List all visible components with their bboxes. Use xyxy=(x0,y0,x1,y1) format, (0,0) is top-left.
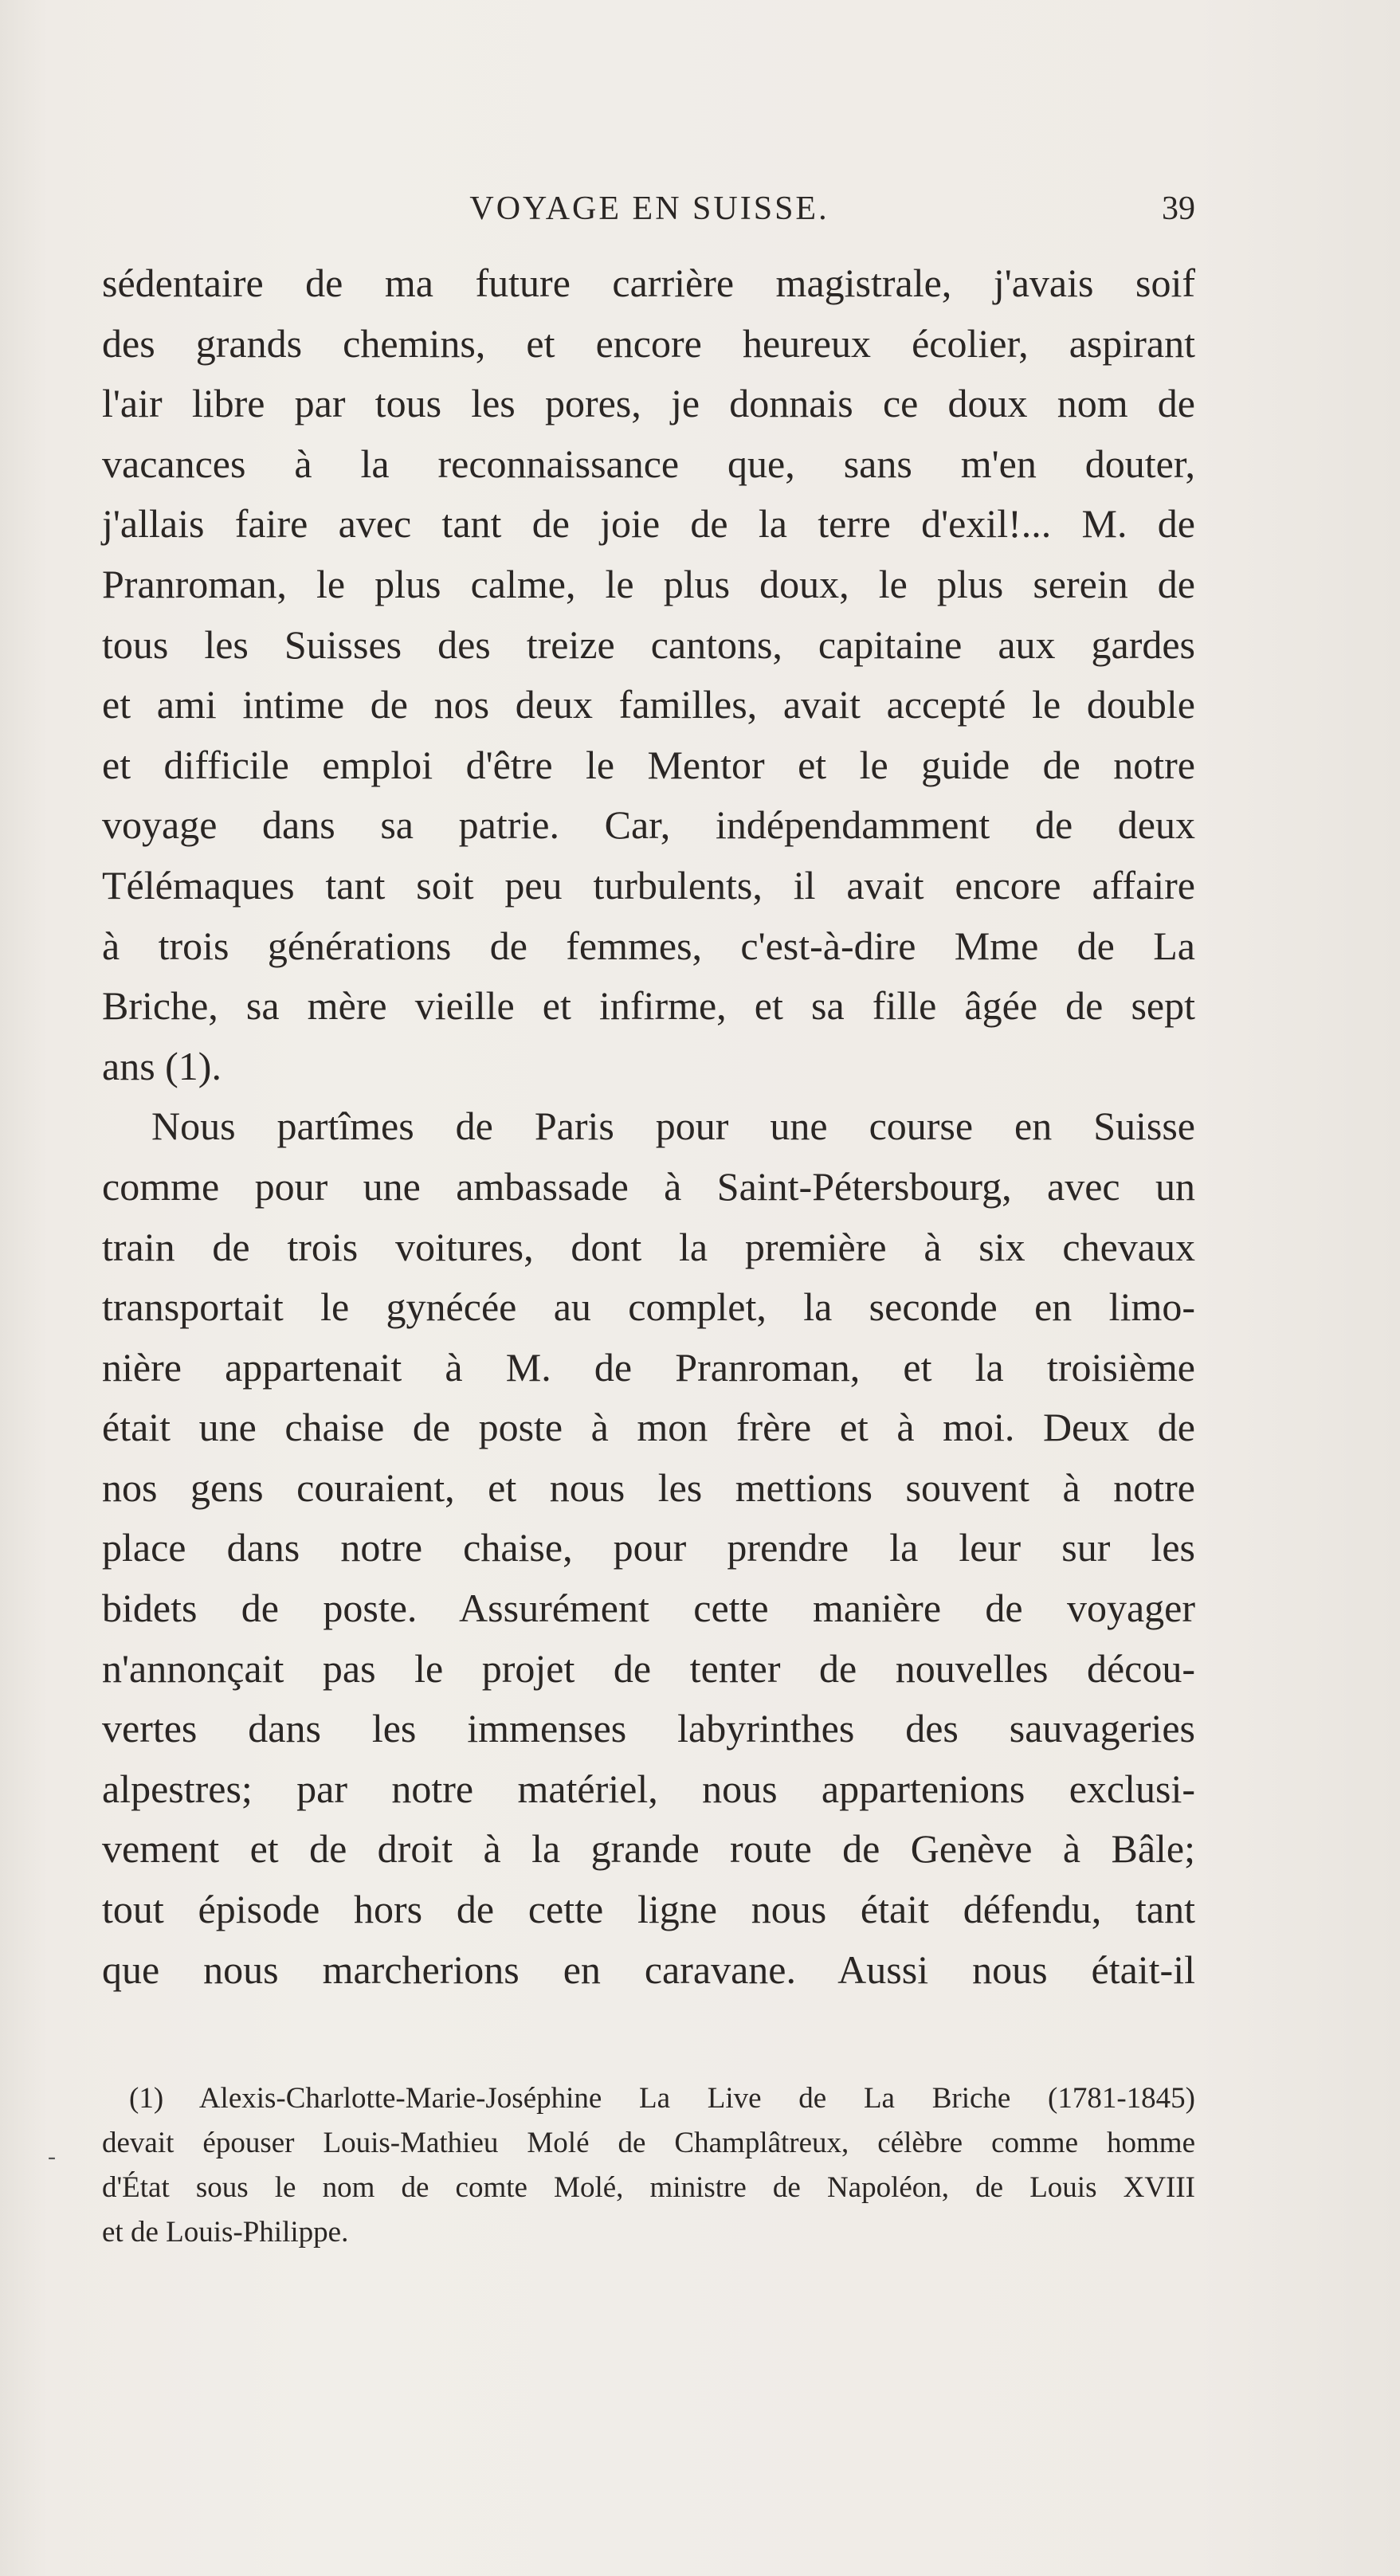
paragraph-start-line: Nous partîmes de Paris pour une course en Suisse xyxy=(151,1104,1195,1149)
running-title: VOYAGE EN SUISSE. xyxy=(469,190,829,227)
footnote-line: d'État sous le nom de comte Molé, ministre de Napoléon, de Louis XVIII xyxy=(102,2171,1195,2204)
text-line: nière appartenait à M. de Pranroman, et la troisième xyxy=(102,1344,1195,1390)
text-line: transportait le gynécée au complet, la seconde en limo- xyxy=(102,1284,1195,1330)
footnote-line: (1) Alexis-Charlotte-Marie-Joséphine La Live de La Briche (1781-1845) xyxy=(129,2082,1195,2115)
footnote-line: et de Louis-Philippe. xyxy=(102,2216,349,2249)
text-line: que nous marcherions en caravane. Aussi nous était-il xyxy=(102,1947,1195,1992)
footnote xyxy=(102,2076,1195,2255)
running-head xyxy=(104,185,1195,233)
text-line: bidets de poste. Assurément cette manière de voyager xyxy=(102,1586,1195,1631)
text-line: sédentaire de ma future carrière magistrale, j'avais soif xyxy=(102,261,1195,305)
text-line: vacances à la reconnaissance que, sans m'en douter, xyxy=(102,441,1195,486)
text-line: Télémaques tant soit peu turbulents, il avait encore affaire xyxy=(102,862,1195,908)
text-line: n'annonçait pas le projet de tenter de nouvelles décou- xyxy=(102,1645,1195,1691)
text-line: et ami intime de nos deux familles, avait accepté le double xyxy=(102,682,1195,727)
text-line: place dans notre chaise, pour prendre la leur sur les xyxy=(102,1525,1195,1570)
text-line: alpestres; par notre matériel, nous appartenions exclusi- xyxy=(102,1766,1195,1811)
text-line: Pranroman, le plus calme, le plus doux, le plus serein de xyxy=(102,561,1195,606)
text-line: était une chaise de poste à mon frère et à moi. Deux de xyxy=(102,1405,1195,1450)
text-line: voyage dans sa patrie. Car, indépendamment de deux xyxy=(102,802,1195,848)
margin-mark: - xyxy=(48,2143,56,2170)
text-line: j'allais faire avec tant de joie de la terre d'exil!... M. de xyxy=(102,501,1195,547)
paragraph-end-line: ans (1). xyxy=(102,1043,222,1088)
text-line: vertes dans les immenses labyrinthes des sauvageries xyxy=(102,1706,1195,1751)
text-line: à trois générations de femmes, c'est-à-dire Mme de La xyxy=(102,923,1195,968)
text-line: tout épisode hors de cette ligne nous était défendu, tant xyxy=(102,1887,1195,1932)
page-number: 39 xyxy=(1162,190,1195,227)
text-line: et difficile emploi d'être le Mentor et le guide de notre xyxy=(102,742,1195,787)
text-line: nos gens couraient, et nous les mettions souvent à notre xyxy=(102,1464,1195,1510)
text-line: des grands chemins, et encore heureux écolier, aspirant xyxy=(102,320,1195,366)
text-line: train de trois voitures, dont la première à six chevaux xyxy=(102,1224,1195,1269)
text-line: comme pour une ambassade à Saint-Pétersbourg, avec un xyxy=(102,1163,1195,1209)
text-line: vement et de droit à la grande route de Genève à Bâle; xyxy=(102,1826,1195,1872)
text-line: tous les Suisses des treize cantons, capitaine aux gardes xyxy=(102,621,1195,667)
text-line: Briche, sa mère vieille et infirme, et sa fille âgée de sept xyxy=(102,983,1195,1029)
body-text xyxy=(102,253,1195,2000)
text-line: l'air libre par tous les pores, je donnais ce doux nom de xyxy=(102,381,1195,426)
footnote-line: devait épouser Louis-Mathieu Molé de Champlâtreux, célèbre comme homme xyxy=(102,2127,1195,2159)
